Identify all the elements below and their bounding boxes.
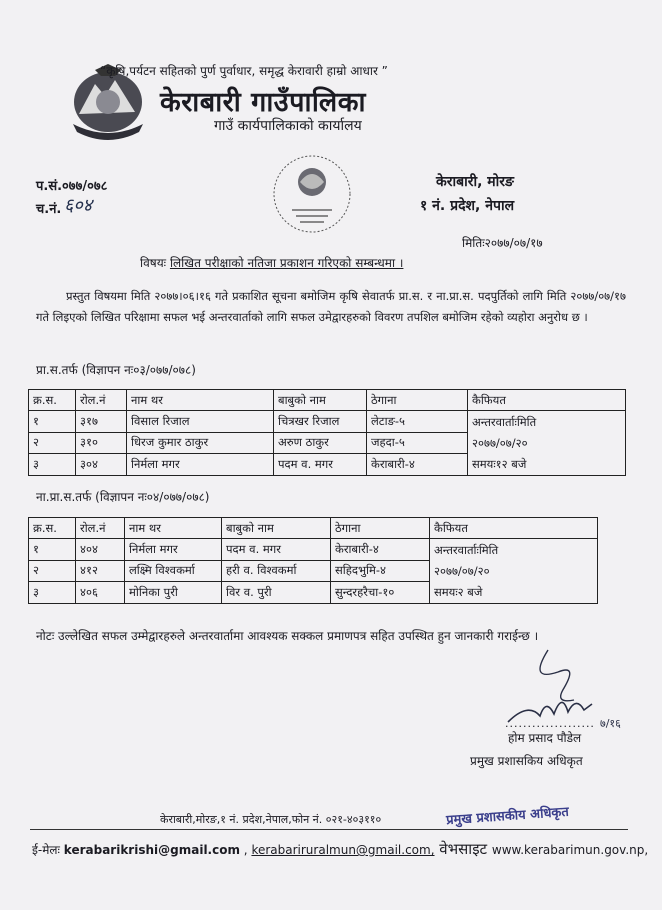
remark-line: अन्तरवार्ताःमिति	[434, 543, 499, 557]
cell: ३१०	[76, 432, 127, 454]
remark-line: अन्तरवार्ताःमिति	[472, 415, 537, 429]
cell: निर्मला मगर	[125, 539, 222, 561]
section-title-napras: ना.प्रा.स.तर्फ (विज्ञापन नः०४/०७७/०७८)	[36, 490, 210, 504]
cell: ३	[29, 454, 76, 476]
body-paragraph: प्रस्तुत विषयमा मिति २०७७।०६।१६ गते प्रकाशित सूचना बमोजिम कृषि सेवातर्फ प्रा.स. र ना.प्रा.स. पदपुर्तिको लागि मिति २०७७/०७/१७ गते लिइएको लिखित परिक्षामा सफल भई अन्तरवार्ताको लागि सफल उमेद्वारहरुको विवरण तपशिल बमोजिम रहेको व्यहोरा अनुरोध छ ।	[36, 289, 626, 324]
motto: “कृषि,पर्यटन सहितको पुर्ण पुर्वाधार, समृद्ध केरावारी हाम्रो आधार ”	[100, 64, 388, 78]
website-link[interactable]: www.kerabarimun.gov.np,	[491, 843, 649, 857]
office-subtitle: गाउँ कार्यपालिकाको कार्यालय	[214, 118, 362, 134]
cell: हरी व. विश्वकर्मा	[222, 560, 331, 582]
cell: ३०४	[76, 454, 127, 476]
letter-date: मितिः२०७७/०७/१७	[462, 236, 543, 250]
cell: सुन्दरहरैचा-१०	[331, 582, 430, 604]
table-header-row	[29, 390, 626, 411]
header-cell: ठेगाना	[331, 518, 430, 539]
remark-line: २०७७/०७/२०	[434, 564, 490, 578]
table-row	[29, 411, 626, 433]
header-cell: नाम थर	[125, 518, 222, 539]
remarks-cell	[468, 411, 626, 476]
cell: २	[29, 560, 76, 582]
email-link-1[interactable]: kerabarikrishi@gmail.com	[63, 843, 240, 857]
email-separator: ,	[239, 843, 252, 857]
header-cell: कैफियत	[430, 518, 598, 539]
cell: मोनिका पुरी	[125, 582, 222, 604]
address-line-1: केराबारी, मोरङ	[436, 174, 514, 190]
email-label: ई-मेलः	[32, 843, 60, 857]
reference-number: प.सं.०७७/०७८	[36, 179, 108, 194]
cell: पदम व. मगर	[274, 454, 367, 476]
cell: लेटाङ-५	[367, 411, 468, 433]
dispatch-number-label: च.नं.	[36, 202, 62, 217]
cell: १	[29, 539, 76, 561]
header-cell: रोल.नं	[76, 390, 127, 411]
cell: धिरज कुमार ठाकुर	[127, 432, 274, 454]
cell: विसाल रिजाल	[127, 411, 274, 433]
header-cell: कैफियत	[468, 390, 626, 411]
signature-date-handwritten: ७/१६	[600, 717, 621, 730]
remarks-cell	[430, 539, 598, 604]
signature-line: ....................	[505, 717, 595, 730]
subject-label: विषयः	[140, 256, 167, 270]
cell: पदम व. मगर	[222, 539, 331, 561]
dispatch-number-handwritten: ६०४	[64, 195, 93, 216]
signer-name: होम प्रसाद पौडेल	[508, 731, 582, 745]
remark-line: समयः१२ बजे	[472, 457, 527, 471]
results-table-napras	[28, 517, 598, 604]
website-label: वेभसाइट	[434, 840, 492, 858]
footer-divider	[30, 829, 628, 830]
office-title: केराबारी गाउँपालिका	[160, 87, 366, 118]
cell: ३१७	[76, 411, 127, 433]
header-cell: क्र.स.	[29, 390, 76, 411]
cell: लक्ष्मि विश्वकर्मा	[125, 560, 222, 582]
results-table-pras	[28, 389, 626, 476]
address-line-2: १ नं. प्रदेश, नेपाल	[420, 198, 515, 214]
cell: ४०६	[76, 582, 125, 604]
cell: २	[29, 432, 76, 454]
subject-text: लिखित परीक्षाको नतिजा प्रकाशन गरिएको सम्बन्धमा ।	[169, 256, 404, 270]
signer-designation: प्रमुख प्रशासकिय अधिकृत	[470, 754, 583, 768]
section-title-pras: प्रा.स.तर्फ (विज्ञापन नः०३/०७७/०७८)	[36, 363, 196, 377]
email-link-2[interactable]: kerabariruralmun@gmail.com,	[251, 843, 435, 857]
cell: ४१२	[76, 560, 125, 582]
cell: विर व. पुरी	[222, 582, 331, 604]
header-cell: बाबुको नाम	[274, 390, 367, 411]
note-text: नोटः उल्लेखित सफल उम्मेद्वारहरुले अन्तरवार्तामा आवश्यक सक्कल प्रमाणपत्र सहित उपस्थित हुन जानकारी गराईन्छ ।	[36, 629, 539, 643]
cell: निर्मला मगर	[127, 454, 274, 476]
cell: जहदा-५	[367, 432, 468, 454]
cell: सहिदभुमि-४	[331, 560, 430, 582]
cell: ४०४	[76, 539, 125, 561]
header-cell: बाबुको नाम	[222, 518, 331, 539]
cell: केराबारी-४	[367, 454, 468, 476]
table-header-row	[29, 518, 598, 539]
remark-line: २०७७/०७/२०	[472, 436, 528, 450]
header-cell: ठेगाना	[367, 390, 468, 411]
designation-stamp: प्रमुख प्रशासकीय अधिकृत	[445, 804, 570, 829]
cell: केराबारी-४	[331, 539, 430, 561]
cell: ३	[29, 582, 76, 604]
table-row	[29, 539, 598, 561]
header-cell: नाम थर	[127, 390, 274, 411]
footer-address: केराबारी,मोरङ,१ नं. प्रदेश,नेपाल,फोन नं. ०२१-४०३११०	[160, 813, 382, 826]
cell: चित्रखर रिजाल	[274, 411, 367, 433]
header-cell: क्र.स.	[29, 518, 76, 539]
office-seal-stamp	[262, 152, 362, 242]
footer-contact	[32, 839, 648, 859]
cell: १	[29, 411, 76, 433]
remark-line: समयः२ बजे	[434, 585, 483, 599]
cell: अरुण ठाकुर	[274, 432, 367, 454]
subject-line	[140, 254, 403, 271]
header-cell: रोल.नं	[76, 518, 125, 539]
